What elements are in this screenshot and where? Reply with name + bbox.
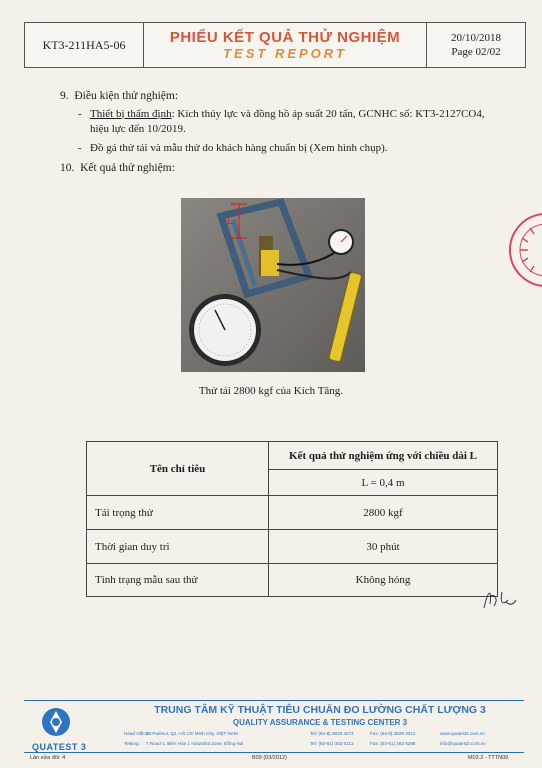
- title-english: TEST REPORT: [223, 46, 347, 61]
- quatest-logo-text: QUATEST 3: [32, 742, 87, 752]
- signature-mark: [480, 584, 520, 614]
- report-date: 20/10/2018: [450, 32, 502, 44]
- table-row: [87, 564, 498, 597]
- bullet-dash: -: [78, 108, 82, 120]
- table-header-row: [87, 442, 498, 470]
- email-link[interactable]: info@quatest3.com.vn: [440, 741, 486, 746]
- row-label: Thời gian duy trì: [87, 530, 269, 564]
- bullet-dash: -: [78, 142, 82, 154]
- row-value: Không hỏng: [269, 564, 498, 597]
- report-code: KT3-211HA5-06: [25, 23, 144, 67]
- testing-tel: Tel: (84-61) 383 6212: [310, 741, 354, 746]
- footer-divider: [24, 700, 524, 701]
- testing-address: 7 Road 1, Biên Hòa 1 Industrial Zone, Đồng Nai: [146, 741, 244, 746]
- row-value: 2800 kgf: [269, 496, 498, 530]
- section-10-number: 10.: [60, 162, 75, 174]
- section-10-heading: [60, 160, 175, 176]
- footer-bottom-divider: [24, 752, 524, 753]
- photo-caption: Thử tải 2800 kgf của Kích Tăng.: [198, 385, 344, 397]
- test-photo: [181, 198, 365, 372]
- report-title: [144, 23, 427, 67]
- head-office-address: 49 Pasteur, Q1, Hồ Chí Minh City, VIỆT NAM: [146, 731, 238, 736]
- table-row: [87, 530, 498, 564]
- page-number: Page 02/02: [451, 46, 501, 58]
- footer-title-vietnamese: TRUNG TÂM KỸ THUẬT TIÊU CHUẨN ĐO LƯỜNG CHẤT LƯỢNG 3: [154, 704, 486, 716]
- report-date-page: [427, 23, 525, 67]
- testing-fax: Fax: (84-61) 383 6298: [370, 741, 416, 746]
- section-10-title: Kết quả thử nghiệm:: [80, 162, 175, 174]
- test-photo-illustration: [181, 198, 365, 372]
- revision-label: Lần sửa đổi: 4: [30, 755, 66, 761]
- head-office-fax: Fax: (84-8) 3829 3012: [370, 731, 416, 736]
- form-code: B09 (03/2012): [252, 755, 287, 761]
- report-header: [24, 22, 526, 68]
- results-table: [86, 441, 498, 597]
- bullet-equipment: [78, 107, 530, 137]
- row-label: Tình trạng mẫu sau thử: [87, 564, 269, 597]
- equipment-label: Thiết bị thẩm định: [90, 108, 172, 120]
- fixture-text: Đồ gá thử tải và mẫu thử do khách hàng chuẩn bị (Xem hình chụp).: [90, 142, 388, 154]
- row-value: 30 phút: [269, 530, 498, 564]
- head-office-tel: Tel: (84-8) 3829 4274: [310, 731, 354, 736]
- testing-label: Testing:: [124, 741, 140, 746]
- equipment-text: : Kích thủy lực và đồng hồ áp suất 20 tấn, GCNHC số: KT3-2127CO4,: [171, 108, 485, 120]
- col-name-header: Tên chỉ tiêu: [87, 442, 269, 496]
- quatest-logo-icon: [40, 706, 72, 738]
- row-label: Tải trọng thử: [87, 496, 269, 530]
- section-9-title: Điều kiện thử nghiệm:: [74, 90, 179, 102]
- col-result-header: Kết quả thử nghiệm ứng với chiều dài L: [269, 442, 498, 470]
- title-vietnamese: PHIẾU KẾT QUẢ THỬ NGHIỆM: [169, 29, 401, 46]
- section-9-number: 9.: [60, 90, 69, 102]
- footer-title-english: QUALITY ASSURANCE & TESTING CENTER 3: [232, 718, 408, 727]
- document-code: M03.2 - TTTN09: [468, 755, 509, 761]
- table-row: [87, 496, 498, 530]
- head-office-label: Head Office:: [124, 731, 150, 736]
- website-link[interactable]: www.quatest3.com.vn: [440, 731, 485, 736]
- bullet-fixture: [78, 141, 520, 156]
- length-subheader: L = 0,4 m: [269, 470, 498, 496]
- company-stamp: [504, 208, 542, 292]
- section-9-heading: [60, 88, 178, 104]
- length-marker-label: L: [227, 215, 234, 227]
- equipment-text-2: hiệu lực đến 10/2019.: [90, 123, 186, 135]
